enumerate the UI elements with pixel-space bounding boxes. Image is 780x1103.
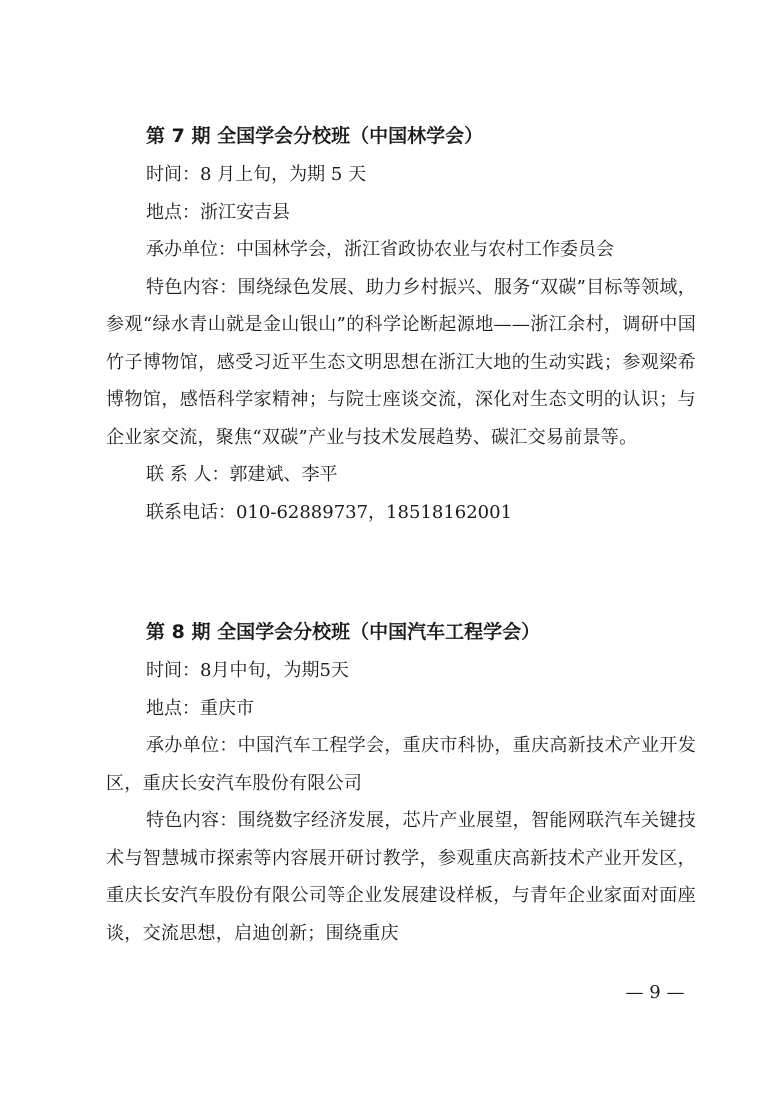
session-8-section [106, 614, 696, 952]
session-8-heading: 第 8 期 全国学会分校班（中国汽车工程学会） [146, 621, 541, 643]
session-8-time: 时间：8月中旬，为期5天 [146, 660, 349, 681]
session-7-organizer: 承办单位：中国林学会，浙江省政协农业与农村工作委员会 [146, 239, 614, 260]
page-number: — 9 — [625, 982, 685, 1003]
session-7-contact-person: 联 系 人：郭建斌、李平 [146, 464, 338, 485]
session-7-location: 地点：浙江安吉县 [146, 201, 290, 223]
session-7-heading: 第 7 期 全国学会分校班（中国林学会） [146, 125, 484, 147]
session-7-features: 特色内容：围绕绿色发展、助力乡村振兴、服务“双碳”目标等领域，参观“绿水青山就是金山银山”的科学论断起源地——浙江余村，调研中国竹子博物馆，感受习近平生态文明思想在浙江大地的生动实践；参观梁希博物馆，感悟科学家精神；与院士座谈交流，深化对生态文明的认识；与企业家交流，聚焦“双碳”产业与技术发展趋势、碳汇交易前景等。 [106, 276, 696, 448]
session-8-organizer: 承办单位：中国汽车工程学会，重庆市科协，重庆高新技术产业开发区，重庆长安汽车股份有限公司 [106, 735, 696, 794]
session-8-features: 特色内容：围绕数字经济发展，芯片产业展望，智能网联汽车关键技术与智慧城市探索等内容展开研讨教学，参观重庆高新技术产业开发区，重庆长安汽车股份有限公司等企业发展建设样板，与青年企业家面对面座谈，交流思想，启迪创新；围绕重庆 [106, 810, 696, 944]
session-7-section [106, 118, 696, 531]
session-8-location: 地点：重庆市 [146, 697, 254, 719]
session-7-contact-phone: 联系电话：010-62889737，18518162001 [146, 501, 513, 523]
session-7-time: 时间：8 月上旬，为期 5 天 [146, 164, 367, 185]
